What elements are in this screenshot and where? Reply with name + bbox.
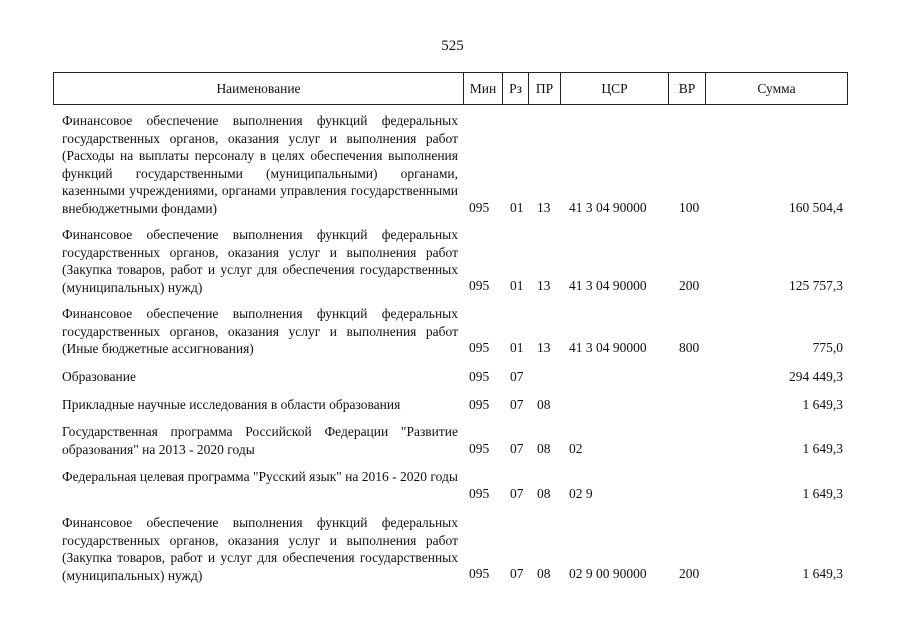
row-sum: 125 757,3 [789, 278, 843, 293]
header-rz: Рз [503, 73, 529, 104]
row-rz: 07 [510, 441, 524, 456]
row-pr: 13 [537, 200, 551, 215]
row-csr: 41 3 04 90000 [569, 200, 647, 215]
row-pr: 08 [537, 486, 551, 501]
table-header [53, 72, 848, 105]
row-csr: 41 3 04 90000 [569, 278, 647, 293]
header-name: Наименование [54, 73, 464, 104]
row-csr: 41 3 04 90000 [569, 340, 647, 355]
row-sum: 1 649,3 [802, 397, 843, 412]
row-vr: 200 [679, 278, 700, 293]
header-sum: Сумма [757, 80, 796, 96]
row-pr: 08 [537, 441, 551, 456]
row-rz: 07 [510, 486, 524, 501]
row-rz: 07 [510, 397, 524, 412]
row-min: 095 [469, 278, 490, 293]
row-rz: 07 [510, 566, 524, 581]
row-name: Образование [62, 369, 136, 384]
row-min: 095 [469, 340, 490, 355]
row-min: 095 [469, 486, 490, 501]
row-csr: 02 9 00 90000 [569, 566, 647, 581]
row-vr: 100 [679, 200, 700, 215]
row-name: Прикладные научные исследования в области образования [62, 397, 401, 412]
row-vr: 800 [679, 340, 700, 355]
row-name: Финансовое обеспечение выполнения функций федеральных государственных органов, оказания услуг и выполнения работ (Расходы на выплаты персоналу в целях обеспечения выполнения функций государственными (муниципальными) органами, казенными учреждениями, органами управления государственными внебюджетными фондами) [62, 113, 458, 216]
row-rz: 07 [510, 369, 524, 384]
row-name: Федеральная целевая программа "Русский язык" на 2016 - 2020 годы [62, 469, 458, 484]
row-min: 095 [469, 397, 490, 412]
row-csr: 02 [569, 441, 583, 456]
row-sum: 1 649,3 [802, 486, 843, 501]
row-sum: 294 449,3 [789, 369, 843, 384]
header-pr: ПР [529, 73, 561, 104]
header-min: Мин [464, 73, 503, 104]
page-number: 525 [441, 38, 464, 54]
row-sum: 775,0 [812, 340, 843, 355]
row-vr: 200 [679, 566, 700, 581]
row-name: Государственная программа Российской Федерации "Развитие образования" на 2013 - 2020 годы [62, 424, 458, 457]
row-pr: 13 [537, 340, 551, 355]
row-min: 095 [469, 200, 490, 215]
row-min: 095 [469, 441, 490, 456]
row-min: 095 [469, 566, 490, 581]
row-rz: 01 [510, 340, 524, 355]
row-pr: 08 [537, 397, 551, 412]
row-pr: 13 [537, 278, 551, 293]
row-name: Финансовое обеспечение выполнения функций федеральных государственных органов, оказания услуг и выполнения работ (Закупка товаров, работ и услуг для обеспечения государственных (муниципальных) нужд) [62, 227, 458, 295]
row-pr: 08 [537, 566, 551, 581]
header-csr: ЦСР [561, 73, 669, 104]
row-rz: 01 [510, 278, 524, 293]
row-sum: 1 649,3 [802, 441, 843, 456]
row-sum: 160 504,4 [789, 200, 843, 215]
row-sum: 1 649,3 [802, 566, 843, 581]
header-vr: ВР [669, 73, 706, 104]
row-csr: 02 9 [569, 486, 593, 501]
row-rz: 01 [510, 200, 524, 215]
row-min: 095 [469, 369, 490, 384]
row-name: Финансовое обеспечение выполнения функций федеральных государственных органов, оказания услуг и выполнения работ (Иные бюджетные ассигнования) [62, 306, 458, 356]
row-name: Финансовое обеспечение выполнения функций федеральных государственных органов, оказания услуг и выполнения работ (Закупка товаров, работ и услуг для обеспечения государственных (муниципальных) нужд) [62, 515, 458, 583]
